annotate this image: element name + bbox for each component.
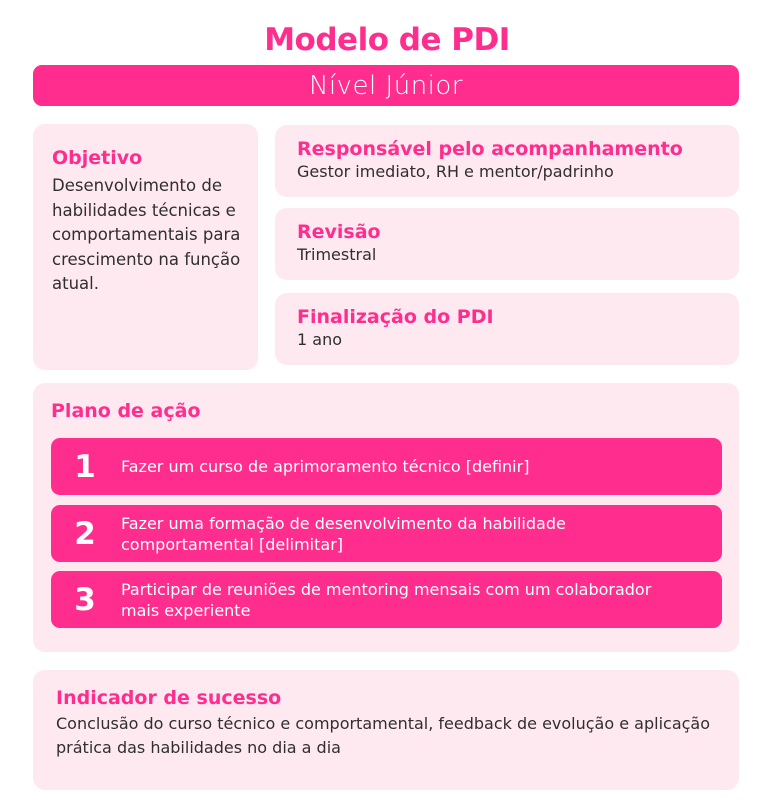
completion-text: 1 ano: [297, 330, 342, 349]
action-plan-card: [33, 383, 739, 652]
success-indicator-text: Conclusão do curso técnico e comportamental, feedback de evolução e aplicação prática das habilidades no dia a dia: [56, 714, 711, 757]
responsible-text: Gestor imediato, RH e mentor/padrinho: [297, 162, 614, 181]
action-text: Fazer um curso de aprimoramento técnico [definir]: [121, 457, 530, 476]
objective-card: [33, 124, 258, 370]
level-banner: [33, 65, 739, 106]
level-label: Nível Júnior: [309, 70, 463, 101]
review-text: Trimestral: [297, 245, 377, 264]
success-indicator-title: Indicador de sucesso: [56, 687, 282, 709]
action-item: [51, 505, 722, 562]
review-card: [275, 208, 739, 280]
action-item: [51, 438, 722, 495]
completion-title: Finalização do PDI: [297, 306, 494, 328]
action-item: [51, 571, 722, 628]
action-plan-title: Plano de ação: [51, 400, 201, 422]
page-title: Modelo de PDI: [264, 22, 510, 58]
responsible-title: Responsável pelo acompanhamento: [297, 138, 683, 160]
objective-text: Desenvolvimento de habilidades técnicas e comportamentais para crescimento na função atual.: [52, 176, 241, 293]
action-text: Fazer uma formação de desenvolvimento da habilidade comportamental [delimitar]: [121, 513, 566, 554]
action-text: Participar de reuniões de mentoring mensais com um colaborador mais experiente: [121, 579, 652, 620]
action-number: 1: [74, 448, 96, 485]
completion-card: [275, 293, 739, 365]
responsible-card: [275, 125, 739, 197]
action-number: 2: [74, 515, 96, 552]
review-title: Revisão: [297, 221, 381, 243]
objective-title: Objetivo: [52, 147, 143, 169]
success-indicator-card: [33, 670, 739, 790]
action-number: 3: [74, 581, 96, 618]
